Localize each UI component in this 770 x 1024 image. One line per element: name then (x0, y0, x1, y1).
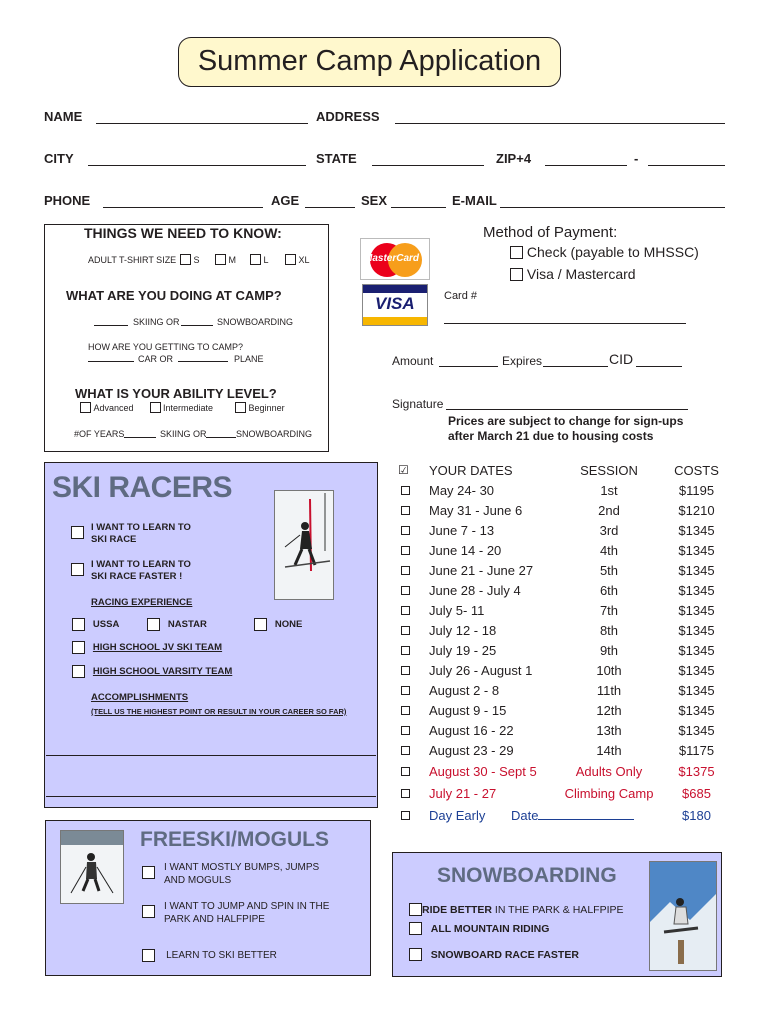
intermediate-label: Intermediate (163, 402, 214, 413)
size-l-label: L (263, 254, 269, 265)
mastercard-logo-text: MasterCard (364, 253, 420, 264)
car-field[interactable] (88, 361, 134, 362)
years-label: #OF YEARS (74, 429, 125, 439)
email-field[interactable] (500, 207, 725, 208)
name-label: NAME (44, 109, 83, 124)
state-label: STATE (316, 151, 357, 166)
race-faster-snow-option (409, 948, 579, 961)
sex-label: SEX (361, 193, 388, 208)
price-notice-line-1: Prices are subject to change for sign-ups (448, 414, 684, 428)
amount-label: Amount (392, 354, 434, 368)
dates-header-costs: COSTS (674, 462, 719, 478)
session-dates: June 7 - 13 (429, 522, 495, 538)
session-cost: $1345 (678, 702, 715, 718)
special-0-cell (398, 760, 429, 782)
session-number: 14th (596, 742, 622, 758)
session-5-cell (398, 580, 429, 600)
size-xl-checkbox[interactable] (285, 254, 296, 265)
session-1-cell (398, 500, 429, 520)
check-option (510, 244, 699, 260)
page-title: Summer Camp Application (178, 37, 561, 87)
plane-field[interactable] (178, 361, 228, 362)
session-2-cell (398, 520, 429, 540)
session-cost: $1345 (678, 562, 715, 578)
session-0-cell (398, 480, 429, 500)
session-number: 12th (596, 702, 622, 718)
visa-logo (362, 284, 428, 326)
city-label: CITY (44, 151, 74, 166)
session-number: 2nd (598, 502, 620, 518)
cid-label: CID (609, 351, 634, 367)
session-dates: May 24- 30 (429, 482, 495, 498)
all-mountain-option (409, 922, 549, 935)
jv-label: HIGH SCHOOL JV SKI TEAM (92, 642, 223, 653)
ski-better-checkbox[interactable] (142, 949, 155, 962)
size-s-label: S (193, 254, 200, 265)
day-early-row[interactable] (398, 804, 728, 826)
accomplishments-field[interactable] (46, 720, 376, 754)
ski-better-option (142, 949, 277, 962)
skiing-or-label: SKIING OR (133, 317, 180, 327)
tshirt-label: ADULT T-SHIRT SIZE (88, 255, 177, 265)
session-row[interactable] (398, 640, 728, 660)
ride-park-option (409, 903, 624, 916)
age-label: AGE (271, 193, 300, 208)
things-heading: THINGS WE NEED TO KNOW: (84, 225, 282, 241)
session-cost: $1345 (678, 602, 715, 618)
ability-options (80, 402, 285, 413)
zip-separator: - (634, 151, 639, 166)
dates-header-row (398, 460, 728, 480)
session-number: 3rd (599, 522, 619, 538)
session-13-checkbox[interactable] (401, 746, 410, 755)
jv-checkbox[interactable] (72, 641, 85, 654)
size-m-checkbox[interactable] (215, 254, 226, 265)
session-cost: $1345 (678, 622, 715, 638)
getting-question: HOW ARE YOU GETTING TO CAMP? (88, 342, 244, 352)
signature-field[interactable] (446, 409, 688, 410)
session-10-cell (398, 680, 429, 700)
session-2-checkbox[interactable] (401, 526, 410, 535)
all-mountain-label: ALL MOUNTAIN RIDING (430, 922, 550, 935)
session-dates: July 5- 11 (429, 602, 485, 618)
session-row[interactable] (398, 680, 728, 700)
nastar-checkbox[interactable] (147, 618, 160, 631)
accomplishments-heading: ACCOMPLISHMENTS (91, 692, 189, 703)
session-dates: August 9 - 15 (429, 702, 507, 718)
snowboarding-title: SNOWBOARDING (437, 864, 617, 887)
session-row[interactable] (398, 520, 728, 540)
special-1-cell (398, 782, 429, 804)
session-row[interactable] (398, 660, 728, 680)
state-field[interactable] (372, 165, 484, 166)
card-number-field[interactable] (444, 323, 686, 324)
session-12-checkbox[interactable] (401, 726, 410, 735)
session-dates: June 21 - June 27 (429, 562, 534, 578)
email-label: E-MAIL (452, 193, 497, 208)
day-early-label: Day Early (429, 807, 486, 823)
name-field[interactable] (96, 123, 308, 124)
tshirt-sizes (180, 254, 320, 265)
special-cost: $1375 (678, 763, 715, 779)
race-faster-line-2: SKI RACE FASTER ! (91, 571, 183, 582)
mastercard-logo (360, 238, 430, 280)
special-dates: July 21 - 27 (429, 785, 497, 801)
session-row[interactable] (398, 620, 728, 640)
park-checkbox[interactable] (142, 905, 155, 918)
session-7-checkbox[interactable] (401, 626, 410, 635)
jv-option (72, 641, 222, 654)
none-label: NONE (274, 619, 303, 630)
special-dates: August 30 - Sept 5 (429, 763, 537, 779)
ussa-label: USSA (92, 619, 120, 630)
session-cost: $1345 (678, 662, 715, 678)
bumps-checkbox[interactable] (142, 866, 155, 879)
race-faster-checkbox[interactable] (71, 563, 84, 576)
size-xl-label: XL (298, 254, 310, 265)
day-early-cost: $180 (682, 807, 711, 823)
special-1-checkbox[interactable] (401, 789, 410, 798)
session-number: 4th (599, 542, 619, 558)
dates-table (398, 460, 728, 826)
race-faster-snow-checkbox[interactable] (409, 948, 422, 961)
size-m-label: M (228, 254, 237, 265)
session-number: 6th (599, 582, 619, 598)
session-row[interactable] (398, 740, 728, 760)
phone-field[interactable] (103, 207, 263, 208)
price-notice (448, 414, 683, 444)
session-cost: $1345 (678, 722, 715, 738)
special-session-row[interactable] (398, 760, 728, 782)
session-cost: $1345 (678, 642, 715, 658)
session-cost: $1345 (678, 542, 715, 558)
sex-field[interactable] (391, 207, 446, 208)
session-cost: $1345 (678, 522, 715, 538)
check-label: Check (payable to MHSSC) (526, 244, 699, 260)
session-cost: $1195 (678, 482, 715, 498)
phone-label: PHONE (44, 193, 91, 208)
accomplishments-line-1 (46, 755, 376, 756)
years-skiing-field[interactable] (124, 437, 156, 438)
visa-mc-option (510, 266, 636, 282)
expires-label: Expires (502, 354, 543, 368)
session-number: 13th (596, 722, 622, 738)
zip-field[interactable] (545, 165, 627, 166)
session-3-cell (398, 540, 429, 560)
session-13-cell (398, 740, 429, 760)
cid-field[interactable] (636, 366, 682, 367)
price-notice-line-2: after March 21 due to housing costs (448, 429, 654, 443)
ride-park-checkbox[interactable] (409, 903, 422, 916)
session-5-checkbox[interactable] (401, 586, 410, 595)
session-dates: July 19 - 25 (429, 642, 497, 658)
doing-heading: WHAT ARE YOU DOING AT CAMP? (66, 288, 282, 303)
special-0-checkbox[interactable] (401, 767, 410, 776)
session-7-cell (398, 620, 429, 640)
session-dates: August 23 - 29 (429, 742, 514, 758)
advanced-label: Advanced (93, 402, 134, 413)
session-row[interactable] (398, 720, 728, 740)
session-cost: $1345 (678, 582, 715, 598)
day-early-cell (429, 804, 665, 826)
park-line-1: I WANT TO JUMP AND SPIN IN THE (164, 901, 330, 912)
session-11-checkbox[interactable] (401, 706, 410, 715)
advanced-checkbox[interactable] (80, 402, 91, 413)
session-12-cell (398, 720, 429, 740)
session-dates: July 12 - 18 (429, 622, 497, 638)
learn-race-checkbox[interactable] (71, 526, 84, 539)
session-dates: August 16 - 22 (429, 722, 514, 738)
check-checkbox[interactable] (510, 246, 523, 259)
ski-better-label: LEARN TO SKI BETTER (166, 950, 277, 961)
address-field[interactable] (395, 123, 725, 124)
dates-header-check: ☑ (398, 463, 409, 477)
ski-racer-photo (274, 490, 334, 600)
session-number: 10th (596, 662, 622, 678)
snowboarding-field[interactable] (181, 325, 213, 326)
session-dates: May 31 - June 6 (429, 502, 523, 518)
session-row[interactable] (398, 560, 728, 580)
special-session-row[interactable] (398, 782, 728, 804)
ability-heading: WHAT IS YOUR ABILITY LEVEL? (75, 386, 277, 401)
visa-mc-checkbox[interactable] (510, 268, 523, 281)
varsity-checkbox[interactable] (72, 665, 85, 678)
session-3-checkbox[interactable] (401, 546, 410, 555)
ussa-checkbox[interactable] (72, 618, 85, 631)
session-row[interactable] (398, 540, 728, 560)
plane-label: PLANE (234, 354, 264, 364)
ride-park-rest: IN THE PARK & HALFPIPE (492, 903, 624, 916)
session-row[interactable] (398, 500, 728, 520)
race-faster-line-1: I WANT TO LEARN TO (91, 559, 191, 570)
car-or-label: CAR OR (138, 354, 174, 364)
special-cost: $685 (682, 785, 711, 801)
session-number: 9th (599, 642, 619, 658)
racing-experience-heading: RACING EXPERIENCE (91, 597, 193, 608)
day-early-checkbox[interactable] (401, 811, 410, 820)
dates-header-dates: YOUR DATES (429, 462, 513, 478)
session-number: 11th (596, 682, 622, 698)
park-line-2: PARK AND HALFPIPE (164, 914, 265, 925)
bumps-line-2: AND MOGULS (164, 875, 232, 886)
ussa-option (72, 618, 119, 631)
ski-racers-title: SKI RACERS (52, 471, 233, 504)
zip-label: ZIP+4 (496, 151, 532, 166)
session-cost: $1210 (678, 502, 715, 518)
session-10-checkbox[interactable] (401, 686, 410, 695)
size-l-checkbox[interactable] (250, 254, 261, 265)
address-label: ADDRESS (316, 109, 380, 124)
card-number-label: Card # (444, 290, 478, 302)
session-number: 7th (599, 602, 619, 618)
session-cost: $1345 (678, 682, 715, 698)
years-skiing-label: SKIING OR (160, 429, 207, 439)
session-cost: $1175 (678, 742, 715, 758)
snowboarder-photo (649, 861, 717, 971)
dates-header-session: SESSION (580, 462, 638, 478)
signature-label: Signature (392, 397, 444, 411)
accomplishments-note: (TELL US THE HIGHEST POINT OR RESULT IN YOUR CAREER SO FAR) (91, 707, 347, 716)
session-4-checkbox[interactable] (401, 566, 410, 575)
session-row[interactable] (398, 480, 728, 500)
session-dates: July 26 - August 1 (429, 662, 533, 678)
nastar-option (147, 618, 207, 631)
session-9-cell (398, 660, 429, 680)
visa-logo-text: VISA (375, 294, 415, 313)
learn-race-line-1: I WANT TO LEARN TO (91, 522, 191, 533)
payment-heading: Method of Payment: (483, 224, 618, 241)
years-snow-label: SNOWBOARDING (236, 429, 313, 439)
race-faster-snow-label: SNOWBOARD RACE FASTER (430, 948, 579, 961)
city-field[interactable] (88, 165, 306, 166)
session-dates: June 14 - 20 (429, 542, 502, 558)
amount-field[interactable] (439, 366, 498, 367)
session-1-checkbox[interactable] (401, 506, 410, 515)
size-s-checkbox[interactable] (180, 254, 191, 265)
freeski-photo (60, 830, 124, 904)
varsity-option (72, 665, 232, 678)
snowboarding-label: SNOWBOARDING (217, 317, 294, 327)
session-0-checkbox[interactable] (401, 486, 410, 495)
special-session: Adults Only (575, 763, 643, 779)
intermediate-checkbox[interactable] (150, 402, 161, 413)
nastar-label: NASTAR (167, 619, 207, 630)
session-8-cell (398, 640, 429, 660)
visa-mc-label: Visa / Mastercard (526, 266, 636, 282)
none-checkbox[interactable] (254, 618, 267, 631)
accomplishments-line-2 (46, 796, 376, 797)
day-early-date-field[interactable] (538, 808, 634, 820)
session-number: 5th (599, 562, 619, 578)
all-mountain-checkbox[interactable] (409, 922, 422, 935)
varsity-label: HIGH SCHOOL VARSITY TEAM (92, 666, 233, 677)
freeski-title: FREESKI/MOGULS (140, 828, 330, 851)
beginner-checkbox[interactable] (235, 402, 246, 413)
expires-field[interactable] (543, 366, 608, 367)
age-field[interactable] (305, 207, 355, 208)
learn-race-line-2: SKI RACE (91, 534, 137, 545)
years-snow-field[interactable] (206, 437, 236, 438)
session-11-cell (398, 700, 429, 720)
session-9-checkbox[interactable] (401, 666, 410, 675)
session-number: 8th (599, 622, 619, 638)
session-row[interactable] (398, 600, 728, 620)
session-row[interactable] (398, 700, 728, 720)
session-6-cell (398, 600, 429, 620)
beginner-label: Beginner (248, 402, 285, 413)
session-number: 1st (600, 482, 618, 498)
session-dates: August 2 - 8 (429, 682, 500, 698)
day-early-date-label: Date (511, 807, 539, 823)
day-early-cell (398, 804, 429, 826)
session-8-checkbox[interactable] (401, 646, 410, 655)
ride-park-bold: RIDE BETTER (422, 903, 493, 916)
session-6-checkbox[interactable] (401, 606, 410, 615)
zip4-field[interactable] (648, 165, 725, 166)
bumps-line-1: I WANT MOSTLY BUMPS, JUMPS (164, 862, 320, 873)
session-dates: June 28 - July 4 (429, 582, 521, 598)
session-4-cell (398, 560, 429, 580)
special-session: Climbing Camp (564, 785, 654, 801)
skiing-field[interactable] (94, 325, 128, 326)
none-option (254, 618, 302, 631)
session-row[interactable] (398, 580, 728, 600)
